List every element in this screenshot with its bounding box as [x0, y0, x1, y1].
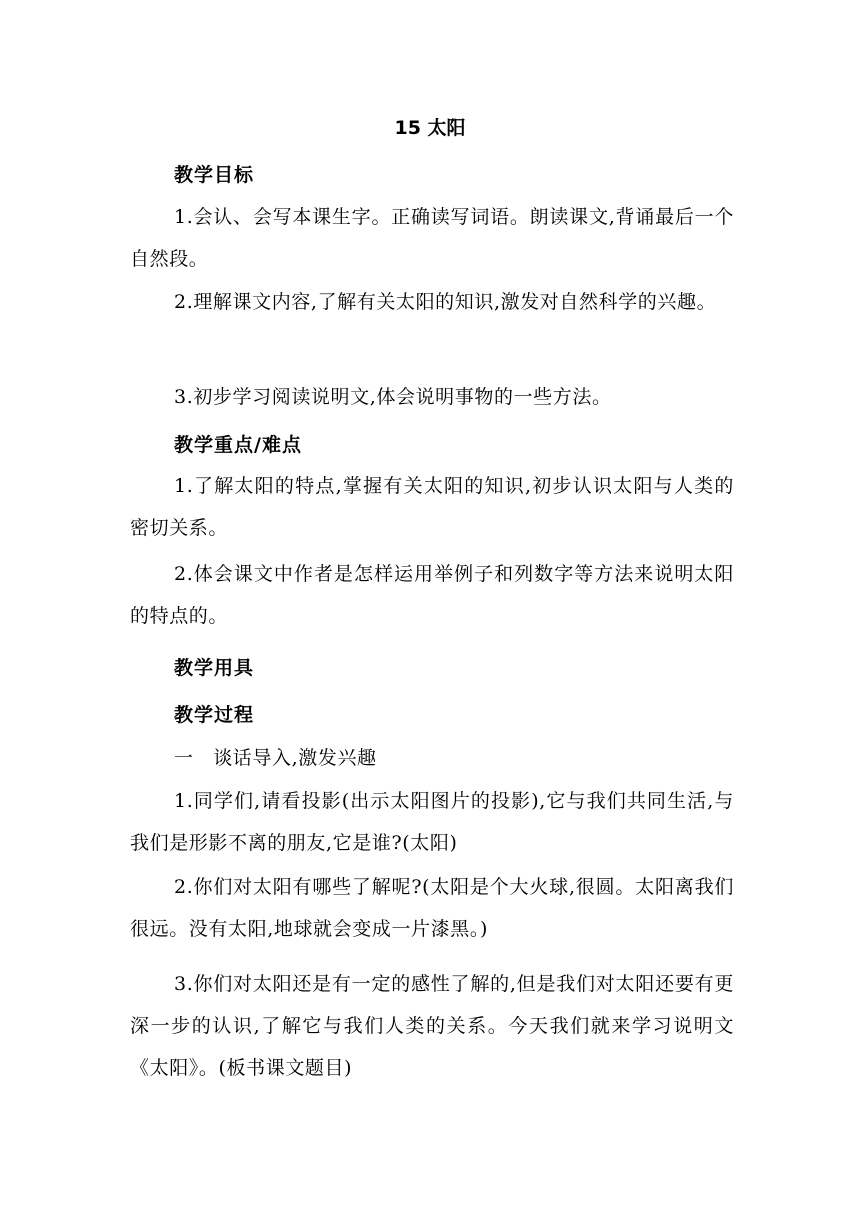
section-heading-focus: 教学重点/难点: [174, 434, 302, 456]
focus-item-2: 2.体会课文中作者是怎样运用举例子和列数字等方法来说明太阳的特点的。: [130, 563, 734, 627]
process-step-1-item-3: 3.你们对太阳还是有一定的感性了解的,但是我们对太阳还要有更深一步的认识,了解它与我们人类的关系。今天我们就来学习说明文《太阳》。(板书课文题目): [130, 973, 734, 1079]
goal-item-2: 2.理解课文内容,了解有关太阳的知识,激发对自然科学的兴趣。: [174, 291, 717, 313]
section-heading-process: 教学过程: [174, 704, 255, 726]
goal-item-3: 3.初步学习阅读说明文,体会说明事物的一些方法。: [174, 386, 612, 408]
focus-item-1: 1.了解太阳的特点,掌握有关太阳的知识,初步认识太阳与人类的密切关系。: [130, 475, 734, 539]
process-step-1-heading: 一 谈话导入,激发兴趣: [174, 747, 377, 769]
document-title: 15 太阳: [394, 117, 466, 139]
process-step-1-item-1: 1.同学们,请看投影(出示太阳图片的投影),它与我们共同生活,与我们是形影不离的朋友,它是谁?(太阳): [130, 790, 734, 854]
section-heading-tools: 教学用具: [174, 657, 255, 679]
goal-item-1: 1.会认、会写本课生字。正确读写词语。朗读课文,背诵最后一个自然段。: [130, 206, 734, 270]
section-heading-goals: 教学目标: [174, 164, 255, 186]
process-step-1-item-2: 2.你们对太阳有哪些了解呢?(太阳是个大火球,很圆。太阳离我们很远。没有太阳,地球就会变成一片漆黑。): [130, 876, 734, 940]
